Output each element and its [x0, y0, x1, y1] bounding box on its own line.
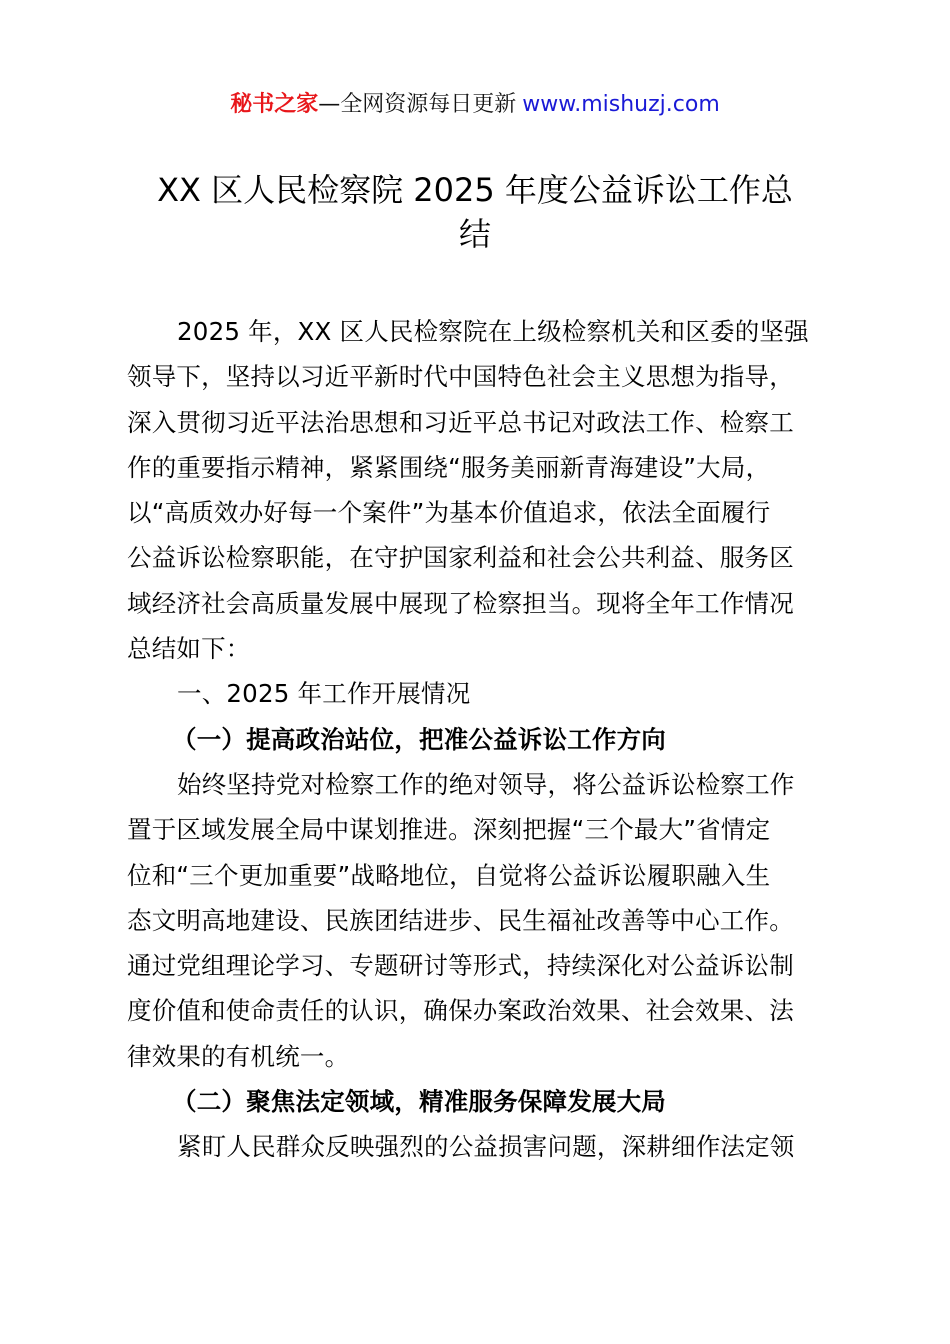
banner-brand: 秘书之家 [230, 92, 319, 117]
text-line: 作的重要指示精神，紧紧围绕“服务美丽新青海建设”大局， [127, 452, 771, 482]
site-banner [0, 88, 950, 122]
text-line: 紧盯人民群众反映强烈的公益损害问题，深耕细作法定领 [177, 1132, 795, 1162]
subsection-heading: （二）聚焦法定领域，精准服务保障发展大局 [172, 1087, 666, 1117]
text-line: 度价值和使命责任的认识，确保办案政治效果、社会效果、法 [127, 996, 794, 1026]
text-line: 领导下，坚持以习近平新时代中国特色社会主义思想为指导， [127, 362, 794, 392]
intro-paragraph [127, 309, 837, 671]
title-line: 结 [458, 215, 491, 253]
text-line: 域经济社会高质量发展中展现了检察担当。现将全年工作情况 [127, 588, 794, 618]
subsection-paragraph [127, 762, 837, 1079]
section-heading: 一、2025 年工作开展情况 [177, 679, 471, 709]
text-line: 置于区域发展全局中谋划推进。深刻把握“三个最大”省情定 [127, 815, 771, 845]
text-line: 位和“三个更加重要”战略地位，自觉将公益诉讼履职融入生 [127, 860, 771, 890]
text-line: 深入贯彻习近平法治思想和习近平总书记对政法工作、检察工 [127, 407, 794, 437]
banner-url-link[interactable]: www.mishuzj.com [522, 92, 720, 117]
subsection-heading: （一）提高政治站位，把准公益诉讼工作方向 [172, 724, 666, 754]
document-title [100, 168, 850, 256]
document-body [127, 309, 837, 1170]
text-line: 2025 年，XX 区人民检察院在上级检察机关和区委的坚强 [177, 317, 809, 346]
text-line: 律效果的有机统一。 [127, 1041, 350, 1071]
text-line: 通过党组理论学习、专题研讨等形式，持续深化对公益诉讼制 [127, 951, 794, 981]
banner-slogan: —全网资源每日更新 [318, 92, 517, 117]
text-line: 态文明高地建设、民族团结进步、民生福祉改善等中心工作。 [127, 905, 794, 935]
text-line: 总结如下： [127, 634, 251, 664]
text-line: 公益诉讼检察职能，在守护国家利益和社会公共利益、服务区 [127, 543, 794, 573]
title-line: XX 区人民检察院 2025 年度公益诉讼工作总 [157, 171, 793, 209]
text-line: 以“高质效办好每一个案件”为基本价值追求，依法全面履行 [127, 498, 771, 528]
subsection-paragraph [127, 1124, 837, 1169]
text-line: 始终坚持党对检察工作的绝对领导，将公益诉讼检察工作 [177, 769, 795, 799]
